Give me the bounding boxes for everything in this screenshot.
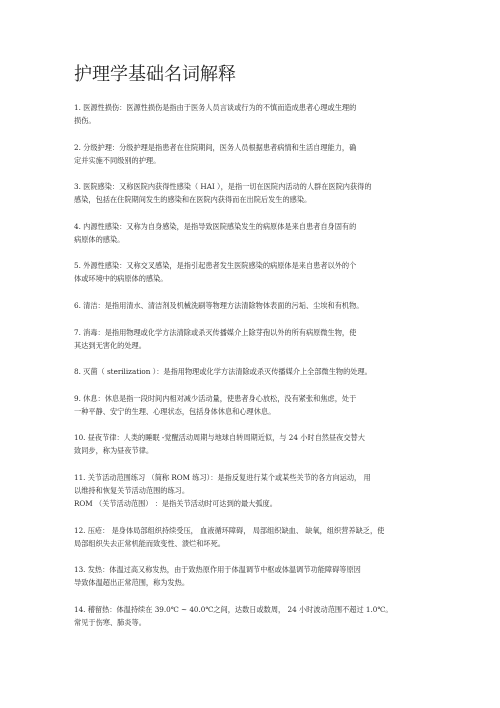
document-title: 护理学基础名词解释 — [74, 64, 236, 85]
definition-entry — [74, 299, 434, 312]
definition-entry — [74, 431, 434, 457]
definition-entry — [74, 326, 434, 352]
definition-text-line: 8. 灭菌（ sterilization ）：是指用物理或化学方法清除或杀灭传播媒介上全部微生物的处理。 — [74, 367, 372, 377]
definition-entry — [74, 180, 434, 206]
definition-text-line: 导致体温超出正常范围，称为发热。 — [74, 578, 190, 588]
definition-entry — [74, 101, 434, 127]
definition-text-line: 体或环境中的病原体的感染。 — [74, 274, 168, 284]
definition-text-line: 2. 分级护理：分级护理是指患者在住院期间，医务人员根据患者病情和生活自理能力，确 — [74, 142, 357, 152]
definition-entry — [74, 524, 434, 550]
definition-text-line: 6. 清洁：是指用清水、清洁剂及机械洗刷等物理方法清除物体表面的污垢、尘埃和有机物。 — [74, 300, 364, 310]
definition-text-line: 一种平静、安宁的生理、心理状态，包括身体休息和心理休息。 — [74, 406, 276, 416]
definition-text-line: 其达到无害化的处理。 — [74, 340, 146, 350]
definition-entry — [74, 220, 434, 246]
definition-text-line: 感染，包括在住院期间发生的感染和在医院内获得而在出院后发生的感染。 — [74, 195, 312, 205]
definition-text-line: 局部组织失去正常机能而致变性、溃烂和坏死。 — [74, 538, 225, 548]
definition-text-line: 12. 压疮： 是身体局部组织持续受压， 血液循环障碍， 局部组织缺血、 缺氧，组织营养缺乏，使 — [74, 525, 385, 535]
definition-text-line: 1. 医源性损伤：医源性损伤是指由于医务人员言谈或行为的不慎而造成患者心理或生理的 — [74, 103, 357, 112]
definition-text-line: 以维持和恢复关节活动范围的练习。 — [74, 485, 190, 495]
definition-text-line: 13. 发热：体温过高又称发热，由于致热原作用于体温调节中枢或体温调节功能障碍等原因 — [74, 565, 361, 575]
definition-text-line: 定并实施不同级别的护理。 — [74, 155, 161, 165]
definition-entry — [74, 259, 434, 285]
definition-text-line: 9. 休息：休息是指一段时间内相对减少活动量，使患者身心放松，没有紧张和焦虑，处于 — [74, 393, 357, 403]
definition-text-line: 损伤。 — [74, 116, 96, 125]
definition-list — [74, 101, 434, 642]
definition-entry — [74, 603, 434, 629]
definition-text-line: 致同步，称为昼夜节律。 — [74, 446, 154, 456]
definition-text-line: 4. 内源性感染：又称为自身感染，是指导致医院感染发生的病原体是来自患者自身固有的 — [74, 221, 357, 231]
definition-entry — [74, 471, 434, 510]
definition-text-line: 5. 外源性感染：又称交叉感染，是指引起患者发生医院感染的病原体是来自患者以外的个 — [74, 261, 357, 271]
definition-text-line: 病原体的感染。 — [74, 234, 125, 244]
definition-text-line: 14. 稽留热：体温持续在 39.0℃ ~ 40.0℃之间，达数日或数周， 24 小时波动范围不超过 1.0℃。 — [74, 604, 393, 614]
definition-entry — [74, 365, 434, 378]
definition-text-line: ROM （关节活动范围） ：是指关节活动时可达到的最大弧度。 — [74, 498, 277, 508]
definition-text-line: 11. 关节活动范围练习 （简称 ROM 练习）：是指反复进行某个或某些关节的各方向运动， 用 — [74, 472, 371, 482]
definition-entry — [74, 141, 434, 167]
definition-text-line: 3. 医院感染：又称医院内获得性感染（ HAI ），是指一切在医院内活动的人群在医院内获得的 — [74, 182, 372, 192]
definition-entry — [74, 563, 434, 589]
definition-text-line: 10. 昼夜节律：人类的睡眠 -觉醒活动周期与地球自转周期近似，与 24 小时自然昼夜交替大 — [74, 433, 365, 443]
definition-text-line: 7. 消毒：是指用物理或化学方法清除或杀灭传播媒介上除芽孢以外的所有病原微生物，使 — [74, 327, 357, 337]
definition-entry — [74, 392, 434, 418]
definition-text-line: 常见于伤寒、肺炎等。 — [74, 617, 146, 627]
